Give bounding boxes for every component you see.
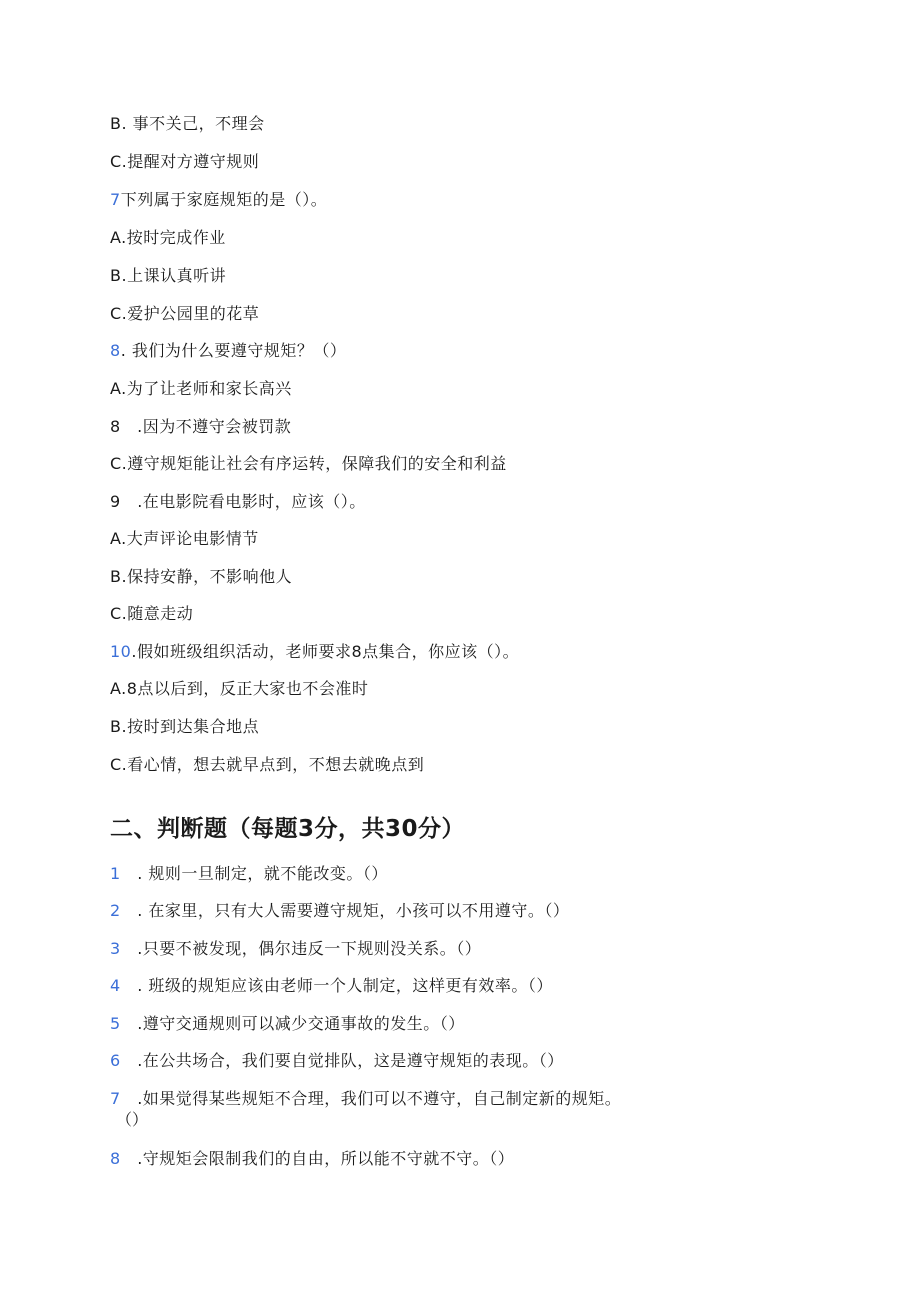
q10-question (110, 642, 519, 662)
question-number: 8 (110, 341, 121, 360)
tf-item-7-continuation: （） (116, 1110, 149, 1129)
q8-question (110, 341, 346, 361)
item-number: 8 (110, 1149, 121, 1168)
question-number: 10 (110, 642, 132, 661)
item-number: 2 (110, 901, 121, 920)
q7-option-c: C.爱护公园里的花草 (110, 304, 260, 323)
item-text: .守规矩会限制我们的自由，所以能不守就不守。（） (120, 1149, 515, 1168)
tf-item-1 (110, 864, 388, 884)
item-number: 1 (110, 864, 121, 883)
q7-option-b: B.上课认真听讲 (110, 266, 227, 285)
item-text: . 规则一旦制定，就不能改变。（） (120, 864, 388, 883)
question-number: 9 (110, 492, 121, 511)
item-text: .只要不被发现，偶尔违反一下规则没关系。（） (120, 939, 482, 958)
q8-option-a: A.为了让老师和家长高兴 (110, 379, 292, 398)
item-text: .如果觉得某些规矩不合理，我们可以不遵守，自己制定新的规矩。 (120, 1089, 622, 1108)
tf-item-2 (110, 901, 569, 921)
q10-option-b: B.按时到达集合地点 (110, 717, 260, 736)
q10-option-c: C.看心情，想去就早点到，不想去就晚点到 (110, 755, 425, 774)
section-heading: 二、判断题（每题3分，共30分） (110, 816, 466, 842)
item-number: 4 (110, 976, 121, 995)
question-text: . 我们为什么要遵守规矩？（） (120, 341, 347, 360)
q8-option-c: C.遵守规矩能让社会有序运转，保障我们的安全和利益 (110, 454, 507, 473)
item-text: .遵守交通规则可以减少交通事故的发生。（） (120, 1014, 465, 1033)
q9-question (110, 492, 366, 512)
tf-item-3 (110, 939, 481, 959)
q9-option-b: B.保持安静，不影响他人 (110, 567, 293, 586)
item-number: 3 (110, 939, 121, 958)
question-number: 7 (110, 190, 121, 209)
tf-item-5 (110, 1014, 465, 1034)
q8-option-b: 8 .因为不遵守会被罚款 (110, 417, 292, 436)
q6-option-c: C.提醒对方遵守规则 (110, 152, 260, 171)
tf-item-7 (110, 1089, 621, 1109)
q9-option-a: A.大声评论电影情节 (110, 529, 259, 548)
q7-option-a: A.按时完成作业 (110, 228, 226, 247)
item-text: . 在家里，只有大人需要遵守规矩，小孩可以不用遵守。（） (120, 901, 570, 920)
q9-option-c: C.随意走动 (110, 604, 194, 623)
item-number: 7 (110, 1089, 121, 1108)
tf-item-6 (110, 1051, 564, 1071)
item-text: . 班级的规矩应该由老师一个人制定，这样更有效率。（） (120, 976, 553, 995)
item-text: .在公共场合，我们要自觉排队，这是遵守规矩的表现。（） (120, 1051, 564, 1070)
tf-item-4 (110, 976, 553, 996)
item-number: 6 (110, 1051, 121, 1070)
tf-item-8 (110, 1149, 514, 1169)
question-text: 下列属于家庭规矩的是（）。 (120, 190, 328, 209)
question-text: .在电影院看电影时，应该（）。 (120, 492, 366, 511)
q7-question (110, 190, 327, 210)
q6-option-b: B. 事不关己，不理会 (110, 114, 265, 133)
item-number: 5 (110, 1014, 121, 1033)
q10-option-a: A.8点以后到，反正大家也不会准时 (110, 679, 369, 698)
question-text: .假如班级组织活动，老师要求8点集合，你应该（）。 (131, 642, 520, 661)
